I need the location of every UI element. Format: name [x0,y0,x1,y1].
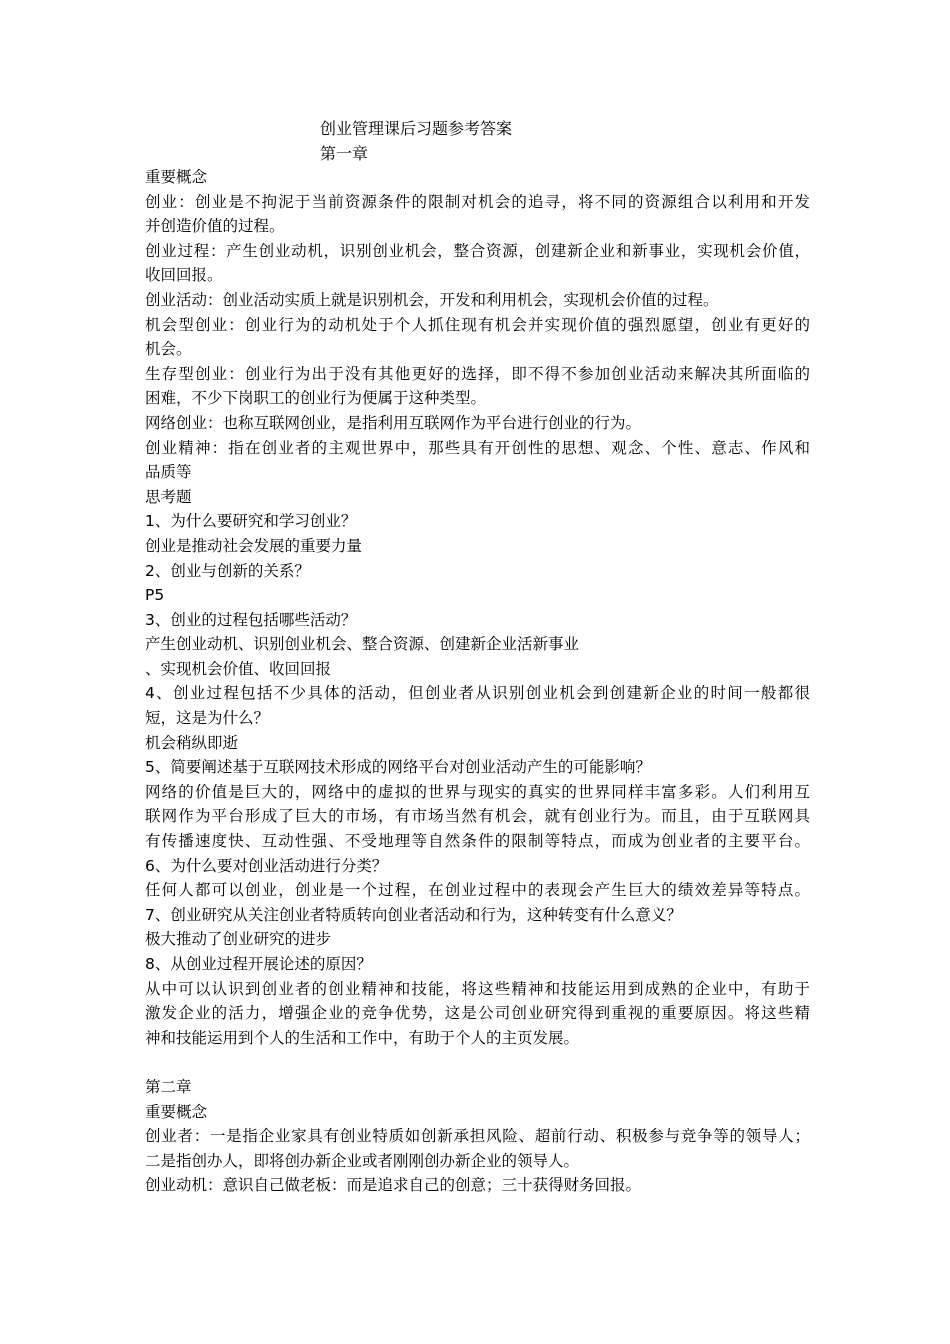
text-line: 困难，不少下岗职工的创业行为便属于这种类型。 [145,389,487,408]
text-line: 3、创业的过程包括哪些活动？ [145,610,357,629]
text-line: 品质等 [145,463,192,482]
text-line: 创业者：一是指企业家具有创业特质如创新承担风险、超前行动、积极参与竞争等的领导人； [145,1127,810,1146]
chapter-heading: 第一章 [320,144,369,163]
text-line: 1、为什么要研究和学习创业？ [145,512,357,531]
text-line: 短，这是为什么？ [145,709,270,728]
text-line: 产生创业动机、识别创业机会、整合资源、创建新企业活新事业 [145,635,580,654]
text-line: 重要概念 [145,168,208,186]
text-line: 二是指创办人，即将创办新企业或者刚刚创办新企业的领导人。 [145,1151,580,1170]
text-line [145,1050,810,1075]
text-line: 、实现机会价值、收回回报 [145,659,332,678]
text-line: 并创造价值的过程。 [145,217,285,236]
text-line: 创业动机：意识自己做老板：而是追求自己的创意；三十获得财务回报。 [145,1176,642,1195]
text-line: 重要概念 [145,1102,208,1121]
text-line: 机会型创业：创业行为的动机处于个人抓住现有机会并实现价值的强烈愿望，创业有更好的 [145,315,810,334]
text-line: 神和技能运用到个人的生活和工作中，有助于个人的主页发展。 [145,1028,580,1047]
text-line: 网络的价值是巨大的，网络中的虚拟的世界与现实的真实的世界同样丰富多彩。人们利用互 [145,782,810,801]
document-body [145,165,810,1198]
text-line: 思考题 [145,487,192,506]
text-line: 联网作为平台形成了巨大的市场，有市场当然有机会，就有创业行为。而且，由于互联网具 [145,807,810,826]
title-block [320,116,512,166]
text-line: 2、创业与创新的关系？ [145,561,310,580]
text-line: 6、为什么要对创业活动进行分类？ [145,856,388,875]
text-line: 5、简要阐述基于互联网技术形成的网络平台对创业活动产生的可能影响？ [145,758,651,777]
text-line: 4、创业过程包括不少具体的活动，但创业者从识别创业机会到创建新企业的时间一般都很 [145,684,810,703]
text-line: 从中可以认识到创业者的创业精神和技能，将这些精神和技能运用到成熟的企业中，有助于 [145,979,810,998]
text-line: 机会稍纵即逝 [145,733,239,752]
text-line: 第二章 [145,1077,192,1096]
text-line: 创业是推动社会发展的重要力量 [145,536,363,555]
text-line: 创业精神：指在创业者的主观世界中，那些具有开创性的思想、观念、个性、意志、作风和 [145,438,810,457]
document-title: 创业管理课后习题参考答案 [320,119,513,138]
text-line: 8、从创业过程开展论述的原因？ [145,955,372,973]
text-line: 7、创业研究从关注创业者特质转向创业者活动和行为，这种转变有什么意义？ [145,905,682,924]
text-line: 创业：创业是不拘泥于当前资源条件的限制对机会的追寻，将不同的资源组合以利用和开发 [145,192,810,211]
text-line: 创业过程：产生创业动机，识别创业机会，整合资源，创建新企业和新事业，实现机会价值， [145,241,810,260]
text-line: 机会。 [145,340,192,359]
text-line: 网络创业：也称互联网创业，是指利用互联网作为平台进行创业的行为。 [145,413,642,432]
text-line: 收回回报。 [145,266,223,285]
text-line: 生存型创业：创业行为出于没有其他更好的选择，即不得不参加创业活动来解决其所面临的 [145,364,810,383]
text-line: P5 [145,586,165,605]
text-line: 激发企业的活力，增强企业的竞争优势，这是公司创业研究得到重视的重要原因。将这些精 [145,1004,810,1023]
text-line: 有传播速度快、互动性强、不受地理等自然条件的限制等特点，而成为创业者的主要平台。 [145,832,810,851]
text-line: 创业活动：创业活动实质上就是识别机会，开发和利用机会，实现机会价值的过程。 [145,290,719,309]
text-line: 任何人都可以创业，创业是一个过程，在创业过程中的表现会产生巨大的绩效差异等特点。 [145,881,810,900]
text-line: 极大推动了创业研究的进步 [145,930,332,949]
